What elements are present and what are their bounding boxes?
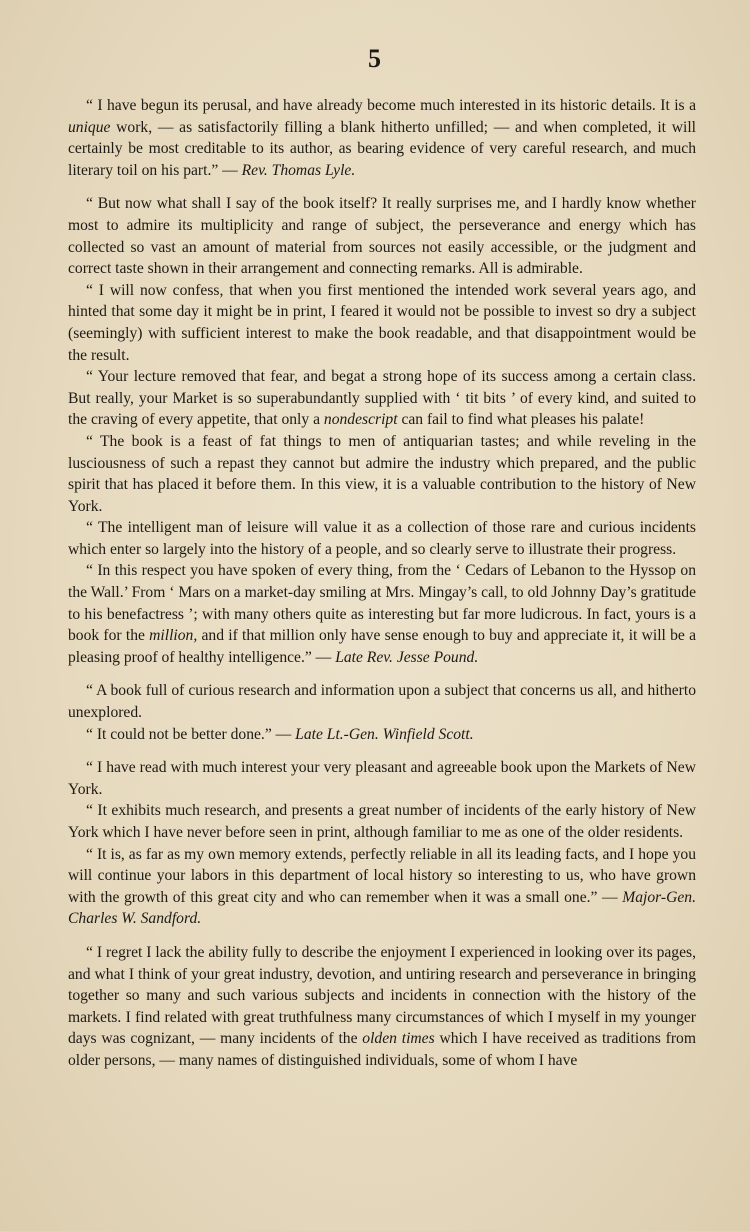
testimonial-paragraph-p4 xyxy=(68,366,696,431)
paragraph-text: “ The intelligent man of leisure will value it as a collection of those rare and curious incidents which enter so largely into the history of a people, and so clearly serve to illustrate their progress. xyxy=(68,519,696,558)
italic-text: million, xyxy=(149,627,198,645)
testimonial-paragraph-p1 xyxy=(68,95,696,181)
testimonial-paragraph-p13 xyxy=(68,942,696,1072)
testimonial-paragraph-p5 xyxy=(68,431,696,517)
paragraph-text: “ I will now confess, that when you first mentioned the intended work several years ago, and hinted that some day it might be in print, I feared it would not be possible to invest so dry a subject (seemingly) with sufficient interest to make the book readable, and that disappointment would be the result. xyxy=(68,281,696,364)
paragraph-text: which I have received as traditions from older persons, — many names of distinguished individuals, some of whom I have xyxy=(68,1030,696,1069)
paragraph-text: and if that million only have sense enough to buy and appreciate it, it will be a pleasing proof of healthy intelligence.” — xyxy=(68,627,696,666)
italic-text: Major-Gen. Charles W. Sandford. xyxy=(68,888,696,928)
paragraph-text: “ It exhibits much research, and presents a great number of incidents of the early history of New York which I have never before seen in print, although familiar to me as one of the older residents. xyxy=(68,802,696,841)
testimonial-paragraph-p12 xyxy=(68,844,696,930)
testimonial-paragraph-p7 xyxy=(68,560,696,668)
italic-text: nondescript xyxy=(323,411,398,429)
paragraph-text: “ It could not be better done.” — xyxy=(86,725,296,743)
italic-text: unique xyxy=(68,118,111,136)
italic-text: olden times xyxy=(362,1030,435,1048)
testimonial-paragraph-p9 xyxy=(68,724,696,746)
paragraph-text: “ I have begun its perusal, and have already become much interested in its historic details. It is a xyxy=(86,97,696,114)
testimonial-paragraph-p6 xyxy=(68,517,696,560)
testimonial-paragraph-p8 xyxy=(68,680,696,723)
italic-text: Late Rev. Jesse Pound. xyxy=(335,648,479,666)
paragraph-text: “ Your lecture removed that fear, and begat a strong hope of its success among a certain class. But really, your Market is so superabundantly supplied with ‘ tit bits ’ of every kind, and suited to the craving of every appetite, that only a xyxy=(68,368,696,429)
paragraph-text: work, — as satisfactorily filling a blank hitherto unfilled; — and when completed, it will certainly be most creditable to its author, as bearing evidence of very careful research, and much literary toil on his part.” — xyxy=(68,118,696,179)
testimonial-paragraph-p3 xyxy=(68,280,696,366)
paragraph-text: “ In this respect you have spoken of every thing, from the ‘ Cedars of Lebanon to the Hyssop on the Wall.’ From ‘ Mars on a market-day smiling at Mrs. Mingay’s call, to old Johnny Day’s gratitude to his benefactress ’; with many others quite as interesting but far more ludicrous. In fact, yours is a book for the xyxy=(68,562,696,645)
testimonial-paragraph-p2 xyxy=(68,193,696,279)
paragraph-text: “ I have read with much interest your very pleasant and agreeable book upon the Markets of New York. xyxy=(68,759,696,798)
paragraph-text: “ It is, as far as my own memory extends, perfectly reliable in all its leading facts, and I hope you will continue your labors in this department of local history so interesting to us, who have grown with the growth of this great city and who can remember when it was a small one.” — xyxy=(68,845,696,906)
testimonials-text xyxy=(68,95,696,1072)
paragraph-text: “ I regret I lack the ability fully to describe the enjoyment I experienced in looking over its pages, and what I think of your great industry, devotion, and untiring research and perseverance in bringing together so many and such various subjects and incidents in connection with the history of the markets. I find related with great truthfulness many circumstances of which I myself in my younger days was cognizant, — many incidents of the xyxy=(68,943,696,1048)
testimonial-paragraph-p11 xyxy=(68,800,696,843)
paragraph-text: “ A book full of curious research and information upon a subject that concerns us all, and hitherto unexplored. xyxy=(68,682,696,722)
paragraph-text: “ The book is a feast of fat things to men of antiquarian tastes; and while reveling in the lusciousness of such a repast they cannot but admire the industry which prepared, and the public spirit that has placed it before them. In this view, it is a valuable contribution to the history of New York. xyxy=(68,432,696,515)
italic-text: Rev. Thomas Lyle. xyxy=(241,161,356,179)
page-number: 5 xyxy=(368,44,382,73)
italic-text: Late Lt.-Gen. Winfield Scott. xyxy=(295,725,474,743)
paragraph-text: “ But now what shall I say of the book itself? It really surprises me, and I hardly know whether most to admire its multiplicity and range of subject, the perseverance and energy which has collected so vast an amount of material from sources not easily accessible, or the judgment and correct taste shown in their arrangement and connecting remarks. All is admirable. xyxy=(68,195,696,278)
testimonial-paragraph-p10 xyxy=(68,757,696,800)
paragraph-text: can fail to find what pleases his palate! xyxy=(397,411,645,429)
